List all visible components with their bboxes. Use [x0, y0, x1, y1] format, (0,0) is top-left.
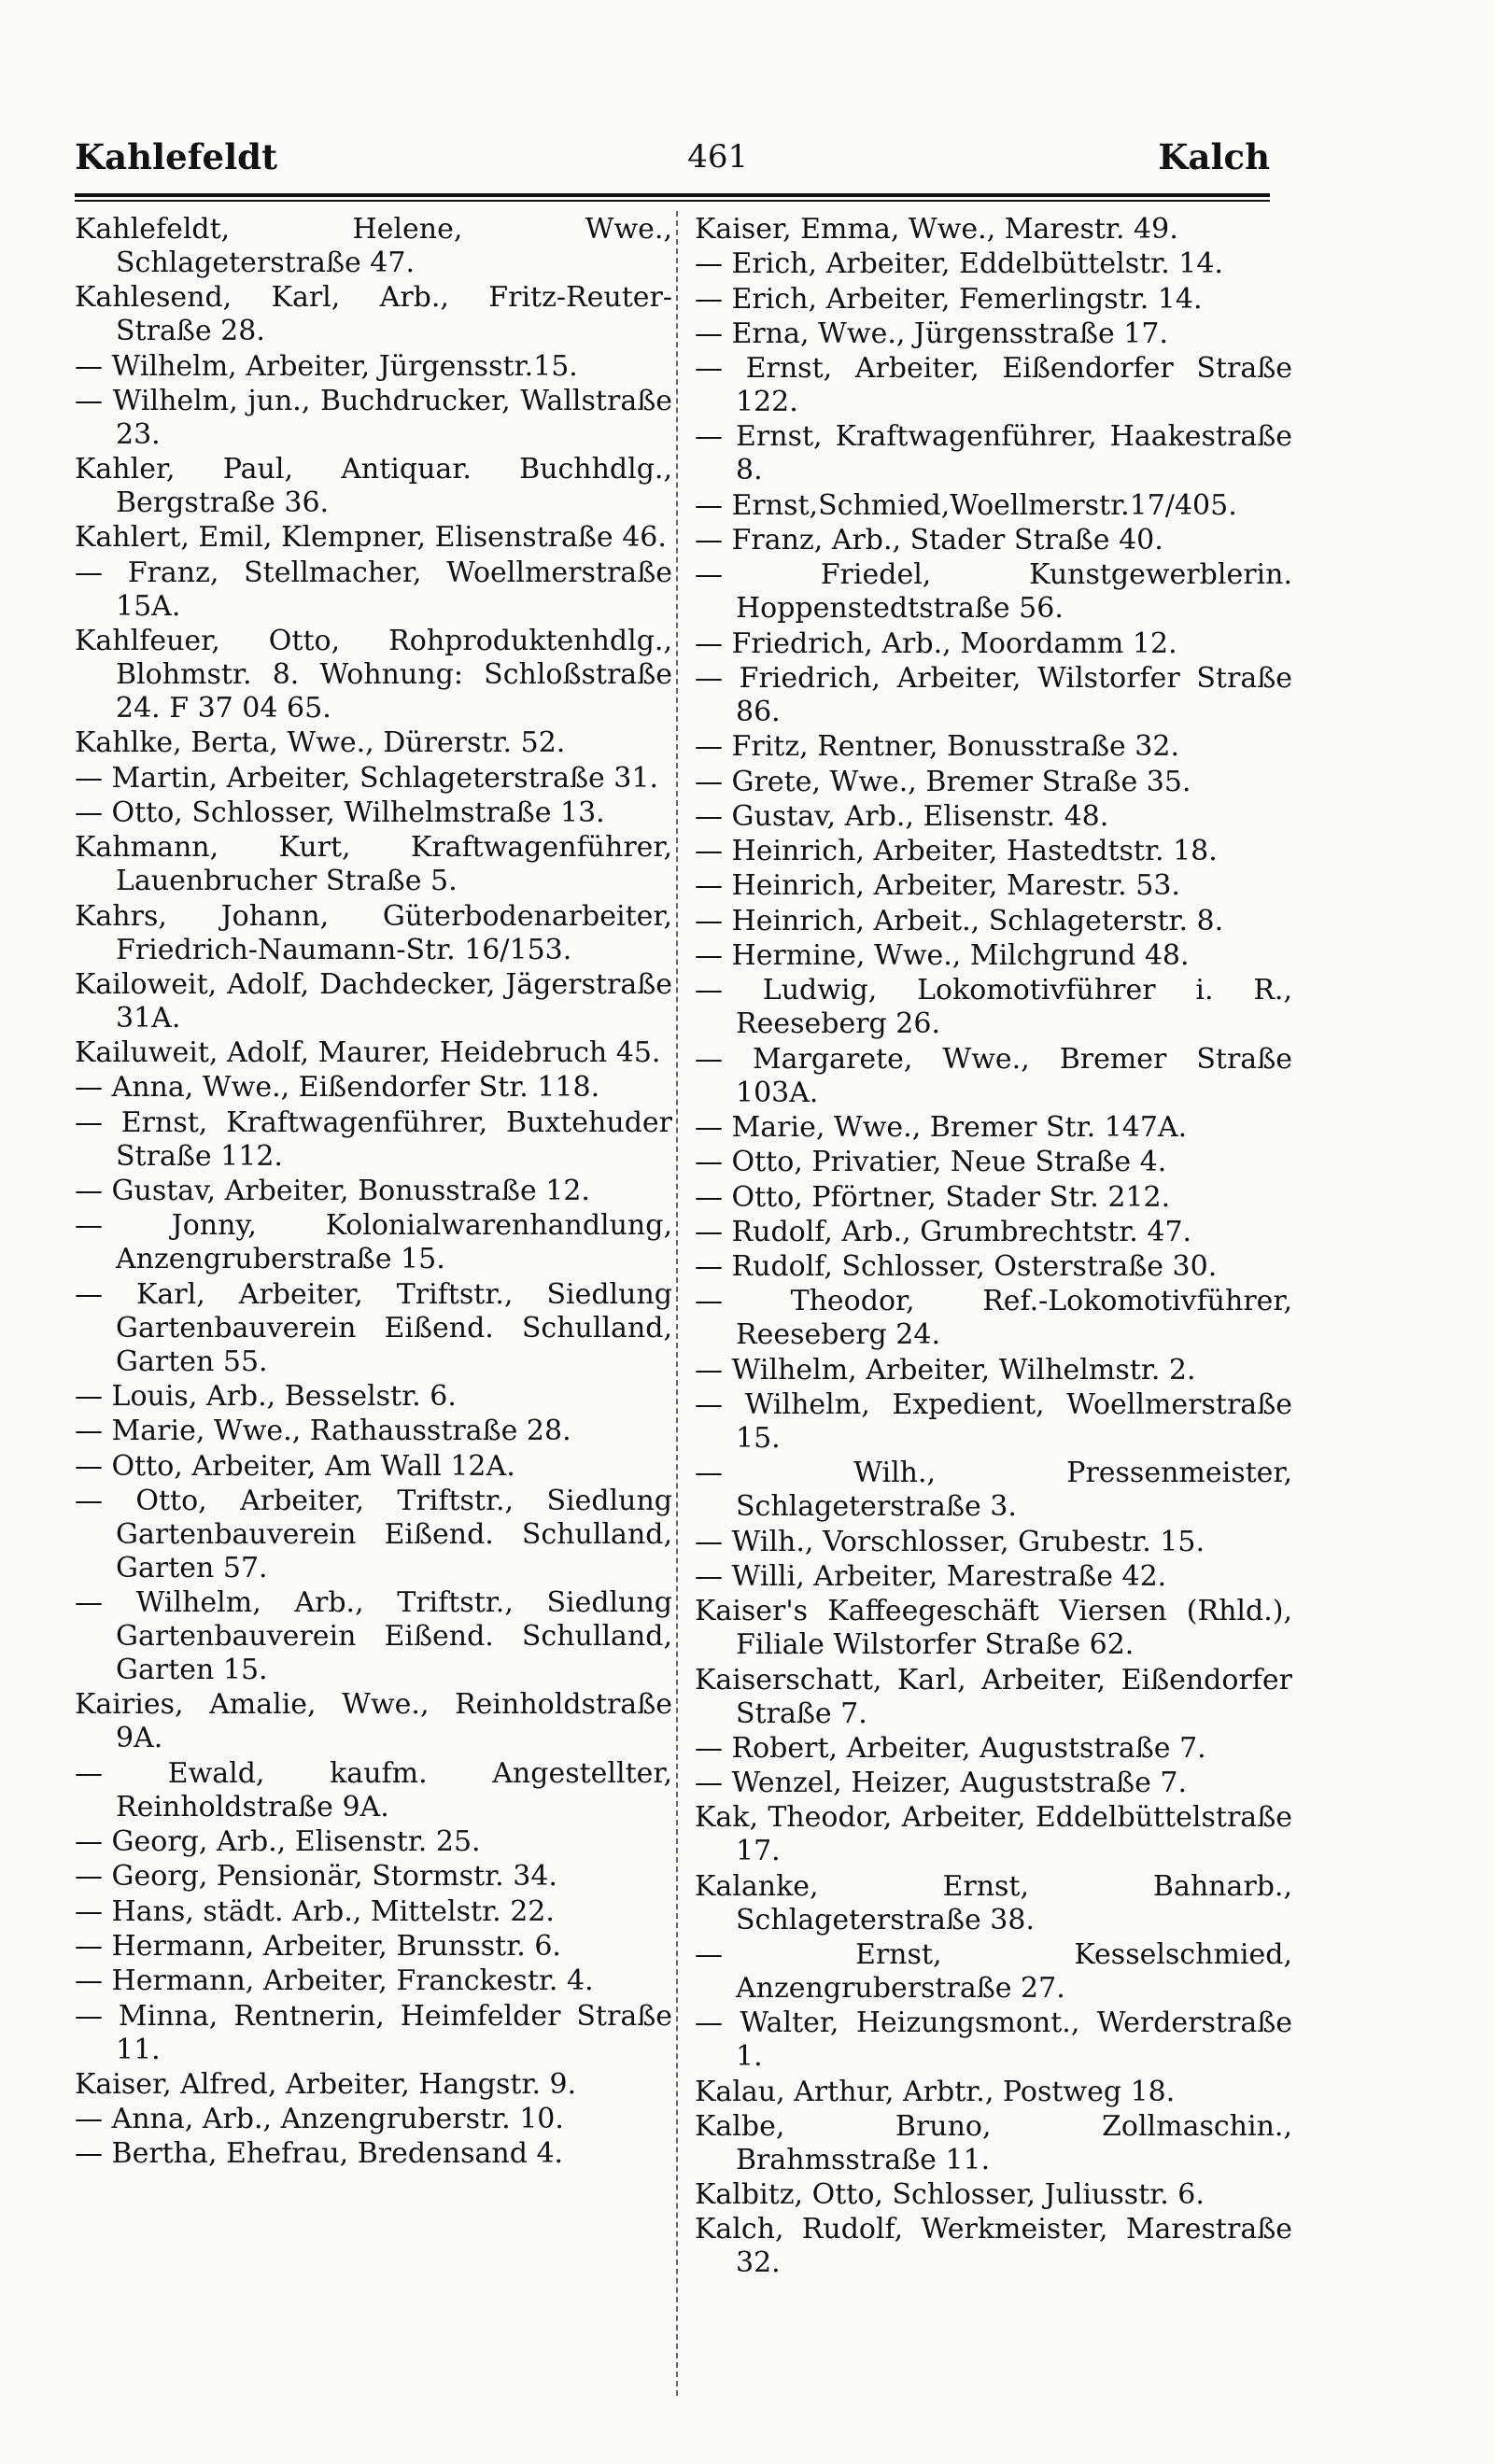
directory-entry: — Ernst, Arbeiter, Eißendorfer Straße 122. [695, 352, 1292, 419]
directory-entry: Kailoweit, Adolf, Dachdecker, Jägerstraße 31A. [75, 967, 672, 1035]
directory-entry: Kalch, Rudolf, Werkmeister, Marestraße 32. [695, 2213, 1292, 2280]
page-header [75, 129, 1270, 185]
directory-entry: — Wilhelm, Arbeiter, Jürgensstr.15. [75, 349, 578, 383]
directory-entry: — Georg, Pensionär, Stormstr. 34. [75, 1860, 557, 1894]
directory-entry: Kairies, Amalie, Wwe., Reinholdstraße 9A. [75, 1688, 672, 1755]
left-column [75, 213, 672, 2173]
directory-entry: Kahlfeuer, Otto, Rohproduktenhdlg., Blohmstr. 8. Wohnung: Schloßstraße 24. F 37 04 65. [75, 625, 672, 725]
directory-entry: — Otto, Pförtner, Stader Str. 212. [695, 1180, 1171, 1214]
directory-entry: — Minna, Rentnerin, Heimfelder Straße 11. [75, 1999, 672, 2066]
directory-entry: — Wilhelm, Arbeiter, Wilhelmstr. 2. [695, 1353, 1196, 1387]
directory-entry: — Franz, Stellmacher, Woellmerstraße 15A. [75, 556, 672, 623]
directory-entry: — Franz, Arb., Stader Straße 40. [695, 524, 1163, 557]
directory-entry: — Friedrich, Arb., Moordamm 12. [695, 627, 1177, 660]
directory-entry: — Fritz, Rentner, Bonusstraße 32. [695, 730, 1179, 764]
directory-entry: — Gustav, Arbeiter, Bonusstraße 12. [75, 1175, 590, 1208]
directory-entry: — Anna, Arb., Anzengruberstr. 10. [75, 2103, 564, 2136]
directory-entry: — Friedrich, Arbeiter, Wilstorfer Straße 86. [695, 661, 1292, 728]
directory-entry: — Wilhelm, Arb., Triftstr., Siedlung Gartenbauverein Eißend. Schulland, Garten 15. [75, 1586, 672, 1687]
directory-entry: — Anna, Wwe., Eißendorfer Str. 118. [75, 1071, 600, 1105]
directory-entry: Kaiser's Kaffeegeschäft Viersen (Rhld.), Filiale Wilstorfer Straße 62. [695, 1595, 1292, 1662]
directory-entry: — Otto, Schlosser, Wilhelmstraße 13. [75, 796, 605, 829]
directory-entry: — Wilhelm, jun., Buchdrucker, Wallstraße 23. [75, 384, 672, 451]
directory-entry: — Rudolf, Schlosser, Osterstraße 30. [695, 1250, 1218, 1284]
header-rule-thick [75, 193, 1270, 197]
directory-entry: — Wilh., Pressenmeister, Schlageterstraße 3. [695, 1457, 1292, 1524]
directory-entry: Kalbitz, Otto, Schlosser, Juliusstr. 6. [695, 2178, 1205, 2212]
directory-entry: — Ernst, Kesselschmied, Anzengruberstraße 27. [695, 1937, 1292, 2005]
directory-entry: — Ernst, Kraftwagenführer, Buxtehuder Straße 112. [75, 1105, 672, 1173]
right-column [695, 213, 1292, 2282]
directory-entry: Kalbe, Bruno, Zollmaschin., Brahmsstraße 11. [695, 2109, 1292, 2176]
directory-entry: — Walter, Heizungsmont., Werderstraße 1. [695, 2006, 1292, 2074]
directory-entry: Kalau, Arthur, Arbtr., Postweg 18. [695, 2075, 1176, 2108]
directory-entry: — Wenzel, Heizer, Auguststraße 7. [695, 1767, 1188, 1800]
directory-entry: — Otto, Arbeiter, Triftstr., Siedlung Gartenbauverein Eißend. Schulland, Garten 57. [75, 1484, 672, 1584]
directory-entry: — Marie, Wwe., Rathausstraße 28. [75, 1415, 571, 1448]
directory-entry: — Bertha, Ehefrau, Bredensand 4. [75, 2137, 564, 2171]
directory-entry: — Hans, städt. Arb., Mittelstr. 22. [75, 1894, 555, 1928]
directory-entry: Kahrs, Johann, Güterbodenarbeiter, Friedrich-Naumann-Str. 16/153. [75, 899, 672, 966]
directory-entry: Kahlke, Berta, Wwe., Dürerstr. 52. [75, 726, 566, 760]
directory-entry: — Heinrich, Arbeiter, Hastedtstr. 18. [695, 835, 1218, 868]
directory-entry: — Friedel, Kunstgewerblerin. Hoppenstedtstraße 56. [695, 558, 1292, 626]
directory-entry: Kahlesend, Karl, Arb., Fritz-Reuter-Straße 28. [75, 281, 672, 348]
directory-entry: — Gustav, Arb., Elisenstr. 48. [695, 799, 1109, 833]
directory-entry: Kaiserschatt, Karl, Arbeiter, Eißendorfer Straße 7. [695, 1663, 1292, 1730]
directory-entry: — Erna, Wwe., Jürgensstraße 17. [695, 317, 1169, 350]
directory-entry: — Hermine, Wwe., Milchgrund 48. [695, 939, 1190, 973]
directory-entry: — Jonny, Kolonialwarenhandlung, Anzengruberstraße 15. [75, 1209, 672, 1276]
column-divider [676, 211, 678, 2396]
directory-entry: — Willi, Arbeiter, Marestraße 42. [695, 1559, 1167, 1593]
directory-entry: Kahler, Paul, Antiquar. Buchhdlg., Bergstraße 36. [75, 453, 672, 520]
page-number: 461 [687, 138, 749, 176]
directory-entry: Kalanke, Ernst, Bahnarb., Schlageterstraße 38. [695, 1869, 1292, 1936]
directory-entry: Kahlefeldt, Helene, Wwe., Schlageterstraße 47. [75, 213, 672, 279]
directory-entry: — Wilhelm, Expedient, Woellmerstraße 15. [695, 1388, 1292, 1456]
directory-entry: Kaiser, Emma, Wwe., Marestr. 49. [695, 213, 1178, 246]
directory-entry: — Marie, Wwe., Bremer Str. 147A. [695, 1110, 1188, 1144]
directory-entry: — Erich, Arbeiter, Eddelbüttelstr. 14. [695, 247, 1223, 281]
directory-entry: — Hermann, Arbeiter, Franckestr. 4. [75, 1964, 594, 1998]
directory-entry: Kahmann, Kurt, Kraftwagenführer, Lauenbrucher Straße 5. [75, 831, 672, 898]
directory-entry: — Heinrich, Arbeiter, Marestr. 53. [695, 869, 1180, 903]
directory-entry: — Grete, Wwe., Bremer Straße 35. [695, 765, 1191, 798]
header-left-keyword: Kahlefeldt [75, 136, 278, 177]
directory-entry: — Hermann, Arbeiter, Brunsstr. 6. [75, 1929, 561, 1963]
directory-entry: — Heinrich, Arbeit., Schlageterstr. 8. [695, 904, 1224, 937]
directory-entry: — Ewald, kaufm. Angestellter, Reinholdstraße 9A. [75, 1756, 672, 1823]
header-rule-thin [75, 200, 1270, 202]
directory-entry: — Otto, Privatier, Neue Straße 4. [695, 1146, 1167, 1179]
directory-entry: — Ernst,Schmied,Woellmerstr.17/405. [695, 488, 1237, 522]
directory-entry: — Martin, Arbeiter, Schlageterstraße 31. [75, 761, 658, 795]
directory-entry: — Wilh., Vorschlosser, Grubestr. 15. [695, 1525, 1205, 1558]
directory-entry: Kaiser, Alfred, Arbeiter, Hangstr. 9. [75, 2067, 577, 2101]
directory-entry: — Robert, Arbeiter, Auguststraße 7. [695, 1731, 1206, 1765]
directory-entry: — Erich, Arbeiter, Femerlingstr. 14. [695, 282, 1203, 316]
directory-entry: — Theodor, Ref.-Lokomotivführer, Reeseberg 24. [695, 1285, 1292, 1352]
directory-entry: Kahlert, Emil, Klempner, Elisenstraße 46. [75, 521, 667, 555]
directory-entry: — Margarete, Wwe., Bremer Straße 103A. [695, 1042, 1292, 1109]
directory-entry: — Ernst, Kraftwagenführer, Haakestraße 8. [695, 420, 1292, 487]
directory-entry: Kak, Theodor, Arbeiter, Eddelbüttelstraße 17. [695, 1801, 1292, 1868]
directory-entry: — Otto, Arbeiter, Am Wall 12A. [75, 1449, 515, 1483]
directory-entry: — Rudolf, Arb., Grumbrechtstr. 47. [695, 1215, 1192, 1248]
directory-entry: — Georg, Arb., Elisenstr. 25. [75, 1825, 481, 1859]
header-right-keyword: Kalch [1158, 136, 1270, 177]
directory-entry: Kailuweit, Adolf, Maurer, Heidebruch 45. [75, 1036, 661, 1070]
directory-entry: — Louis, Arb., Besselstr. 6. [75, 1379, 457, 1413]
directory-entry: — Karl, Arbeiter, Triftstr., Siedlung Gartenbauverein Eißend. Schulland, Garten 55. [75, 1277, 672, 1378]
directory-entry: — Ludwig, Lokomotivführer i. R., Reeseberg 26. [695, 974, 1292, 1041]
